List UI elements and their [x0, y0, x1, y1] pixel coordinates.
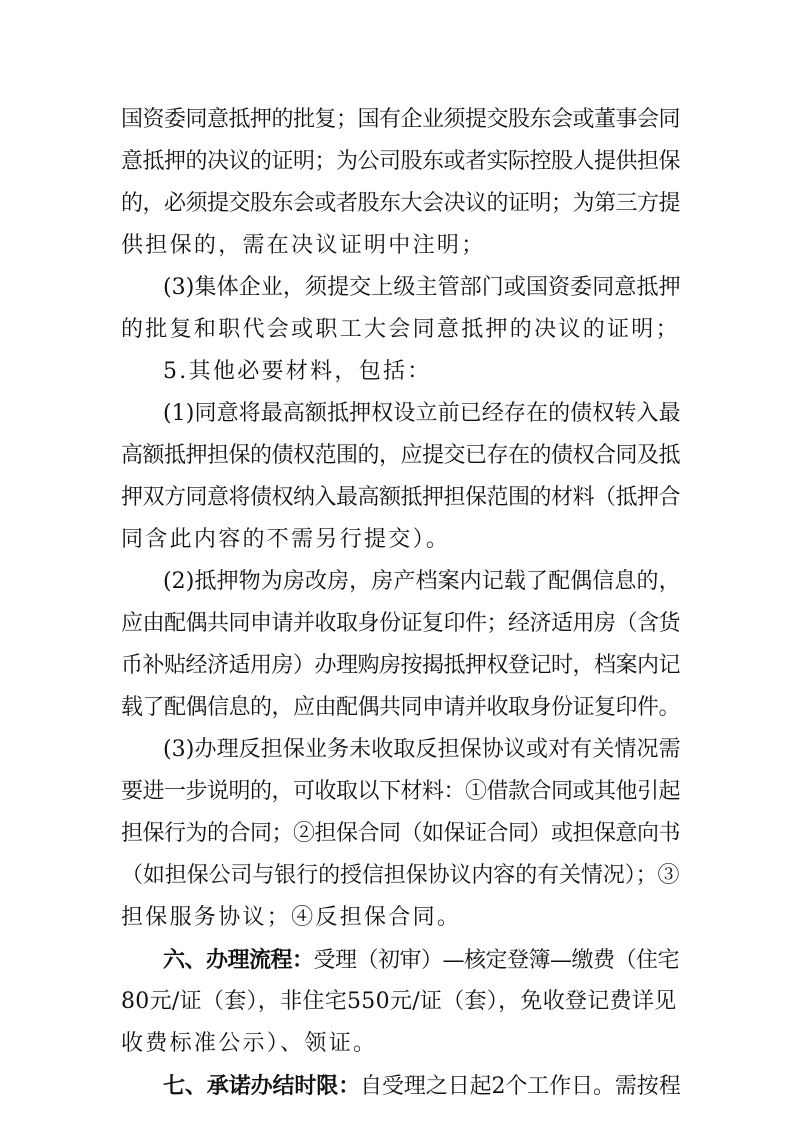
section-7-line: [163, 1071, 681, 1101]
text-line: 要进一步说明的，可收取以下材料：①借款合同或其他引起: [121, 779, 681, 804]
text-line: 的批复和职代会或职工大会同意抵押的决议的证明；: [121, 317, 680, 342]
text-line: 应由配偶共同申请并收取身份证复印件；经济适用房（含货: [121, 611, 681, 636]
section-7-heading: 七、承诺办结时限：: [163, 1073, 361, 1099]
text-line: 同含此内容的不需另行提交）。: [121, 527, 451, 552]
text-line: 供担保的，需在决议证明中注明；: [121, 233, 486, 258]
text-line: 的，必须提交股东会或者股东大会决议的证明；为第三方提: [121, 191, 681, 216]
text-line: (3)办理反担保业务未收取反担保协议或对有关情况需: [163, 737, 681, 762]
text-line: 押双方同意将债权纳入最高额抵押担保范围的材料（抵押合: [121, 485, 681, 510]
text-line: 载了配偶信息的，应由配偶共同申请并收取身份证复印件。: [121, 695, 681, 720]
text-line: （如担保公司与银行的授信担保协议内容的有关情况）；③: [121, 863, 680, 888]
text-line: 5.其他必要材料，包括：: [163, 359, 432, 384]
text-line: 币补贴经济适用房）办理购房按揭抵押权登记时，档案内记: [121, 653, 681, 678]
text-line: 高额抵押担保的债权范围的，应提交已存在的债权合同及抵: [121, 443, 681, 468]
text-line: 意抵押的决议的证明；为公司股东或者实际控股人提供担保: [121, 149, 681, 174]
text-line: (3)集体企业，须提交上级主管部门或国资委同意抵押: [163, 275, 681, 300]
section-6-text: 受理（初审）—核定登簿—缴费（住宅: [313, 948, 680, 973]
section-6-line: [163, 945, 681, 975]
text-line: (2)抵押物为房改房，房产档案内记载了配偶信息的，: [163, 569, 681, 594]
section-6-line: 收费标准公示）、领证。: [121, 1031, 378, 1056]
text-line: (1)同意将最高额抵押权设立前已经存在的债权转入最: [163, 401, 681, 426]
section-6-line: 80元/证（套），非住宅550元/证（套），免收登记费详见: [121, 989, 677, 1014]
section-6-heading: 六、办理流程：: [163, 947, 314, 973]
section-7-text: 自受理之日起2个工作日。需按程: [360, 1074, 681, 1099]
text-line: 担保行为的合同；②担保合同（如保证合同）或担保意向书: [121, 821, 681, 846]
text-line: 担保服务协议；④反担保合同。: [121, 905, 462, 930]
text-line: 国资委同意抵押的批复；国有企业须提交股东会或董事会同: [121, 107, 681, 132]
